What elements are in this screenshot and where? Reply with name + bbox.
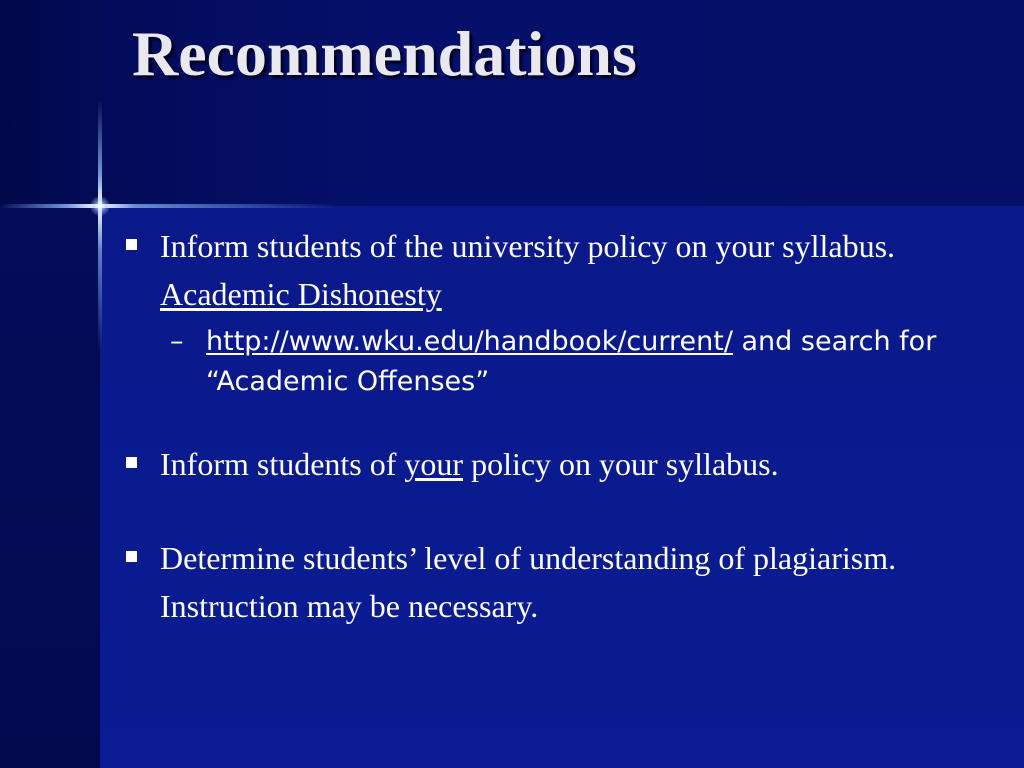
bullet-item [120,222,960,318]
bullet-item [120,440,960,488]
light-flare-vertical-icon [98,100,102,350]
slide-body [120,222,960,630]
square-bullet-icon [126,239,137,250]
bullet-text-before: Inform students of [160,446,397,482]
bullet-text: Determine students’ level of understanding of plagiarism. Instruction may be necessary. [160,540,913,624]
dash-bullet: – [170,326,184,357]
bullet-text: Inform students of the university policy on your syllabus. [160,228,896,264]
left-band [0,206,100,768]
slide-title: Recommendations [132,18,637,89]
sub-bullet-text: and search for “Academic Offenses” [206,326,937,397]
square-bullet-icon [126,551,137,562]
sub-bullet-item [120,322,960,402]
underlined-word: your [404,446,464,482]
light-flare-icon [0,204,340,208]
square-bullet-icon [126,457,137,468]
bullet-text-after: policy on your syllabus. [471,446,779,482]
handbook-url-link[interactable]: http://www.wku.edu/handbook/current/ [206,326,733,357]
light-flare-core-icon [90,196,110,216]
bullet-item [120,534,960,630]
academic-dishonesty-link[interactable]: Academic Dishonesty [160,276,442,312]
